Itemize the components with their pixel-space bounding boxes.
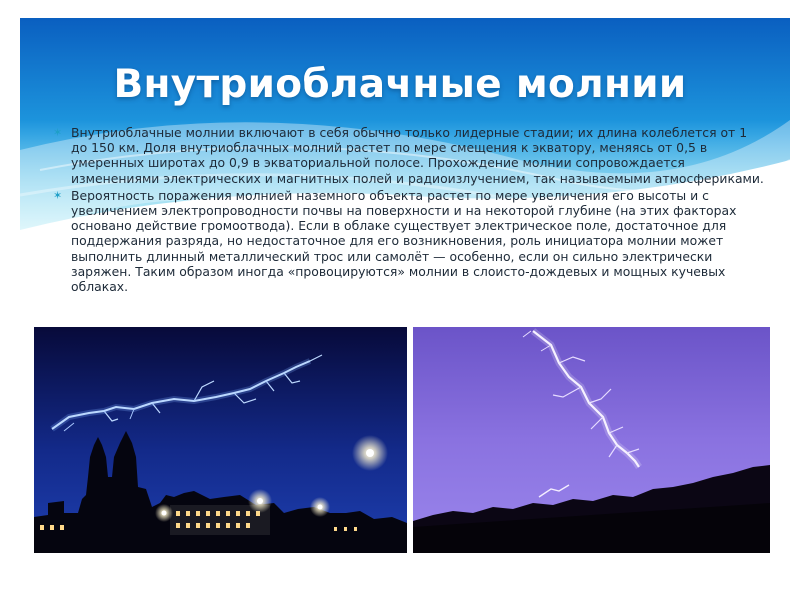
- paragraph-text: Вероятность поражения молнией наземного объекта растет по мере увеличения его высоты и с увеличением электропроводности почвы на поверхности и на некоторой глубине (на этих факторах основано действие громоотвода). Если в облаке существует электрическое поле, достаточное для поддержания разряда, но недостаточное для его возникновения, роль инициатора молнии может выполнить длинный металлический трос или самолёт — особенно, если он сильно электрически заряжен. Таким образом иногда «провоцируются» молнии в слоисто-дождевых и мощных кучевых облаках.: [71, 187, 737, 295]
- list-item: [52, 188, 764, 294]
- star-bullet-icon: ✶: [53, 126, 63, 139]
- lightning-city-photo: [34, 327, 407, 553]
- body-text-list: [52, 125, 764, 296]
- star-bullet-icon: ✶: [53, 188, 63, 202]
- list-item: [52, 125, 764, 186]
- slide-title: Внутриоблачные молнии: [113, 62, 687, 107]
- paragraph-text: Внутриоблачные молнии включают в себя обычно только лидерные стадии; их длина колеблется от 1 до 150 км. Доля внутриоблачных молний растет по мере смещения к экватору, меняясь от 0,5 в умеренных широтах до 0,9 в экваториальной полосе. Прохождение молнии сопровождается изменениями электрических и магнитных полей и радиоизлучением, так называемыми атмосфериками.: [71, 125, 764, 186]
- lightning-sky-photo: [413, 327, 770, 553]
